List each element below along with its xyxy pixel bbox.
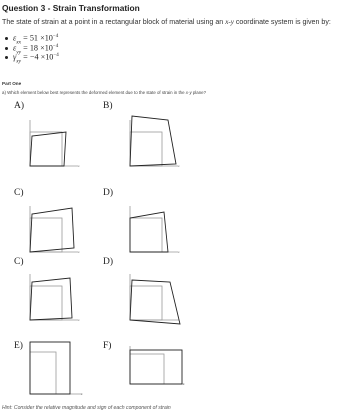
option-figure-c[interactable]	[26, 196, 86, 258]
svg-text:x: x	[78, 318, 80, 322]
option-label-c: C)	[14, 188, 24, 198]
option-label-f: F)	[103, 341, 112, 351]
question-intro: The state of strain at a point in a rectangular block of material using an x-y coordinate system is given by:	[2, 18, 331, 26]
svg-text:x: x	[78, 164, 80, 168]
question-title: Question 3 - Strain Transformation	[2, 3, 140, 13]
svg-text:x: x	[178, 250, 180, 254]
option-label-e: E)	[14, 341, 23, 351]
strain-item-eyy: $\varepsilon_{yy} = 18 \times 10^{-4}$	[5, 42, 59, 52]
option-figure-a[interactable]	[26, 110, 86, 172]
strain-list	[5, 32, 59, 65]
option-figure-b[interactable]	[126, 110, 186, 172]
option-figure-c2[interactable]	[26, 264, 86, 326]
option-figure-d[interactable]	[126, 196, 186, 258]
svg-text:x: x	[183, 382, 185, 386]
hint-text: Hint: Consider the relative magnitude and sign of each component of strain	[2, 405, 171, 411]
option-label-d2: D)	[103, 257, 114, 267]
option-label-b: B)	[103, 101, 113, 111]
svg-text:x: x	[178, 164, 180, 168]
option-label-c2: C)	[14, 257, 24, 267]
part-one-question: a) Which element below best represents the deformed element due to the state of strain in the x-y plane?	[2, 90, 207, 95]
option-label-a: A)	[14, 101, 25, 111]
option-figure-e[interactable]	[26, 338, 88, 400]
svg-text:x: x	[81, 392, 83, 396]
part-one-label: Part One	[2, 81, 22, 86]
strain-item-exx: $\varepsilon_{xx} = 51 \times 10^{-4}$	[5, 32, 59, 42]
option-label-d: D)	[103, 188, 114, 198]
svg-text:x: x	[178, 318, 180, 322]
strain-item-gxy: $\gamma_{xy} = -4 \times 10^{-4}$	[5, 51, 59, 61]
option-figure-d2[interactable]	[126, 264, 186, 326]
svg-text:x: x	[78, 250, 80, 254]
option-figure-f[interactable]	[126, 344, 188, 406]
